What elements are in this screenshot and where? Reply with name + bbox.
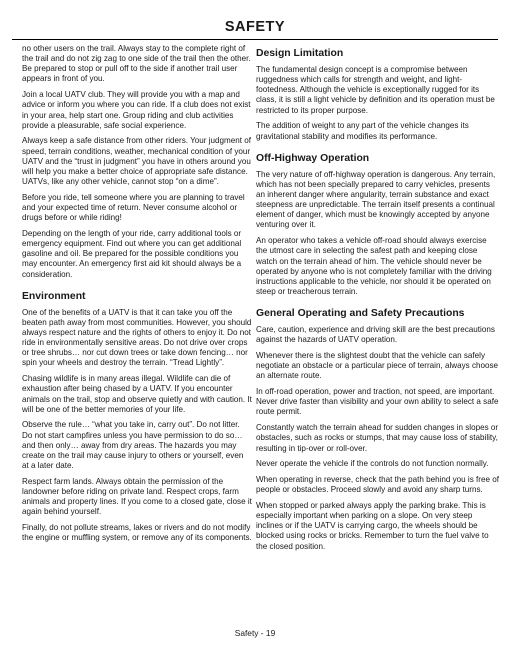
- equipment-paragraph: Depending on the length of your ride, carry additional tools or emergency equipment. Find out where you can get additional gasoline and oil. Be prepared for the possible conditions you may encounter. An emergency first aid kit should always be a consideration.: [22, 228, 242, 279]
- design-paragraph: The fundamental design concept is a compromise between ruggedness which calls for strength and weight, and light-footedness. Although the vehicle is exceptionally rugged for its class, it is still a light vehicle by definition and its operation must be restricted to its proper purpose.: [256, 65, 495, 115]
- left-column: [22, 44, 252, 549]
- off-highway-paragraph: The very nature of off-highway operation is dangerous. Any terrain, which has not been specially prepared to carry vehicles, presents an inherent danger where angularity, terrain substance and exact steepness are unpredictable. The terrain itself presents a continual element of danger, which must be knowingly accepted by anyone venturing over it.: [256, 169, 496, 230]
- environment-paragraph: One of the benefits of a UATV is that it can take you off the beaten path away from most communities. However, you should always respect nature and the rights of others to enjoy it. Do not ride in environmentally sensitive areas. Do not drive over crops or tree shrubs… nor cut down trees or take down fencing… nor spin your wheels and destroy the terrain. “Tread Lightly”.: [22, 307, 252, 368]
- club-paragraph: Join a local UATV club. They will provide you with a map and advice or inform you where you can ride. If a club does not exist in your area, help start one. Group riding and club activities provide a pleasurable, safe social experience.: [22, 90, 251, 130]
- design-limitation-heading: Design Limitation: [256, 48, 344, 59]
- general-paragraph: When operating in reverse, check that the path behind you is free of people or obstacles. Proceed slowly and avoid any sharp turns.: [256, 475, 499, 495]
- general-paragraph: Care, caution, experience and driving skill are the best precautions against the hazards of UATV operation.: [256, 325, 495, 345]
- environment-paragraph: Chasing wildlife is in many areas illegal. Wildlife can die of exhaustion after being chased by a UATV. If you encounter animals on the trail, stop and observe quietly and with caution. It will be one of the better memories of your life.: [22, 374, 252, 414]
- safe-distance-paragraph: Always keep a safe distance from other riders. Your judgment of speed, terrain conditions, weather, mechanical condition of your UATV and the “trust in judgment” you have in others around you will help you make a better choice of appropriate safe distance. UATVs, like any other vehicle, cannot stop “on a dime”.: [22, 136, 251, 187]
- environment-heading: Environment: [22, 290, 86, 302]
- before-ride-paragraph: Before you ride, tell someone where you are planning to travel and your expected time of return. Never consume alcohol or drugs before or while riding!: [22, 192, 245, 223]
- general-paragraph: Constantly watch the terrain ahead for sudden changes in slopes or obstacles, such as rocks or stumps, that may cause loss of stability, resulting in tip-over or roll-over.: [256, 423, 499, 453]
- environment-paragraph: Finally, do not pollute streams, lakes or rivers and do not modify the engine or muffling system, or remove any of its components.: [22, 523, 252, 543]
- environment-paragraph: Observe the rule… “what you take in, carry out”. Do not litter. Do not start campfires unless you have permission to do so… and then only… away from dry areas. The hazards you may create on the trail may cause injury to others or yourself, even at a later date.: [22, 420, 244, 471]
- general-operating-heading: General Operating and Safety Precautions: [256, 308, 465, 320]
- page-title: SAFETY: [224, 19, 286, 35]
- trail-paragraph: no other users on the trail. Always stay to the complete right of the trail and do not zig zag to one side of the trail then the other. Be prepared to stop or pull off to the side if another trail user appears in front of you.: [22, 44, 251, 84]
- page-number: Safety - 19: [234, 628, 276, 638]
- header-divider: [12, 39, 498, 40]
- off-highway-paragraph: An operator who takes a vehicle off-road should always exercise the utmost care in selecting the safest path and keeping close watch on the terrain ahead of him. The vehicle should never be operated by anyone who is not completely familiar with the driving instructions applicable to the vehicle, nor should it be operated on steep or treacherous terrain.: [256, 236, 492, 296]
- general-paragraph: When stopped or parked always apply the parking brake. This is especially important when parking on a slope. On very steep inclines or if the UATV is carrying cargo, the wheels should be blocked using rocks or bricks. Remember to turn the fuel valve to the closed position.: [256, 500, 489, 551]
- general-paragraph: Never operate the vehicle if the controls do not function normally.: [256, 459, 489, 469]
- off-highway-heading: Off-Highway Operation: [256, 152, 370, 164]
- environment-paragraph: Respect farm lands. Always obtain the permission of the landowner before riding on private land. Respect crops, farm animals and property lines. If you come to a closed gate, close it again behind yourself.: [22, 476, 252, 517]
- general-paragraph: Whenever there is the slightest doubt that the vehicle can safely negotiate an obstacle or a particular piece of terrain, always choose an alternate route.: [256, 351, 499, 381]
- design-paragraph: The addition of weight to any part of the vehicle changes its gravitational stability and modifies its performance.: [256, 121, 469, 141]
- general-paragraph: In off-road operation, power and traction, not speed, are important. Never drive faster than visibility and your own ability to select a safe route permit.: [256, 387, 499, 417]
- right-column: [256, 44, 500, 557]
